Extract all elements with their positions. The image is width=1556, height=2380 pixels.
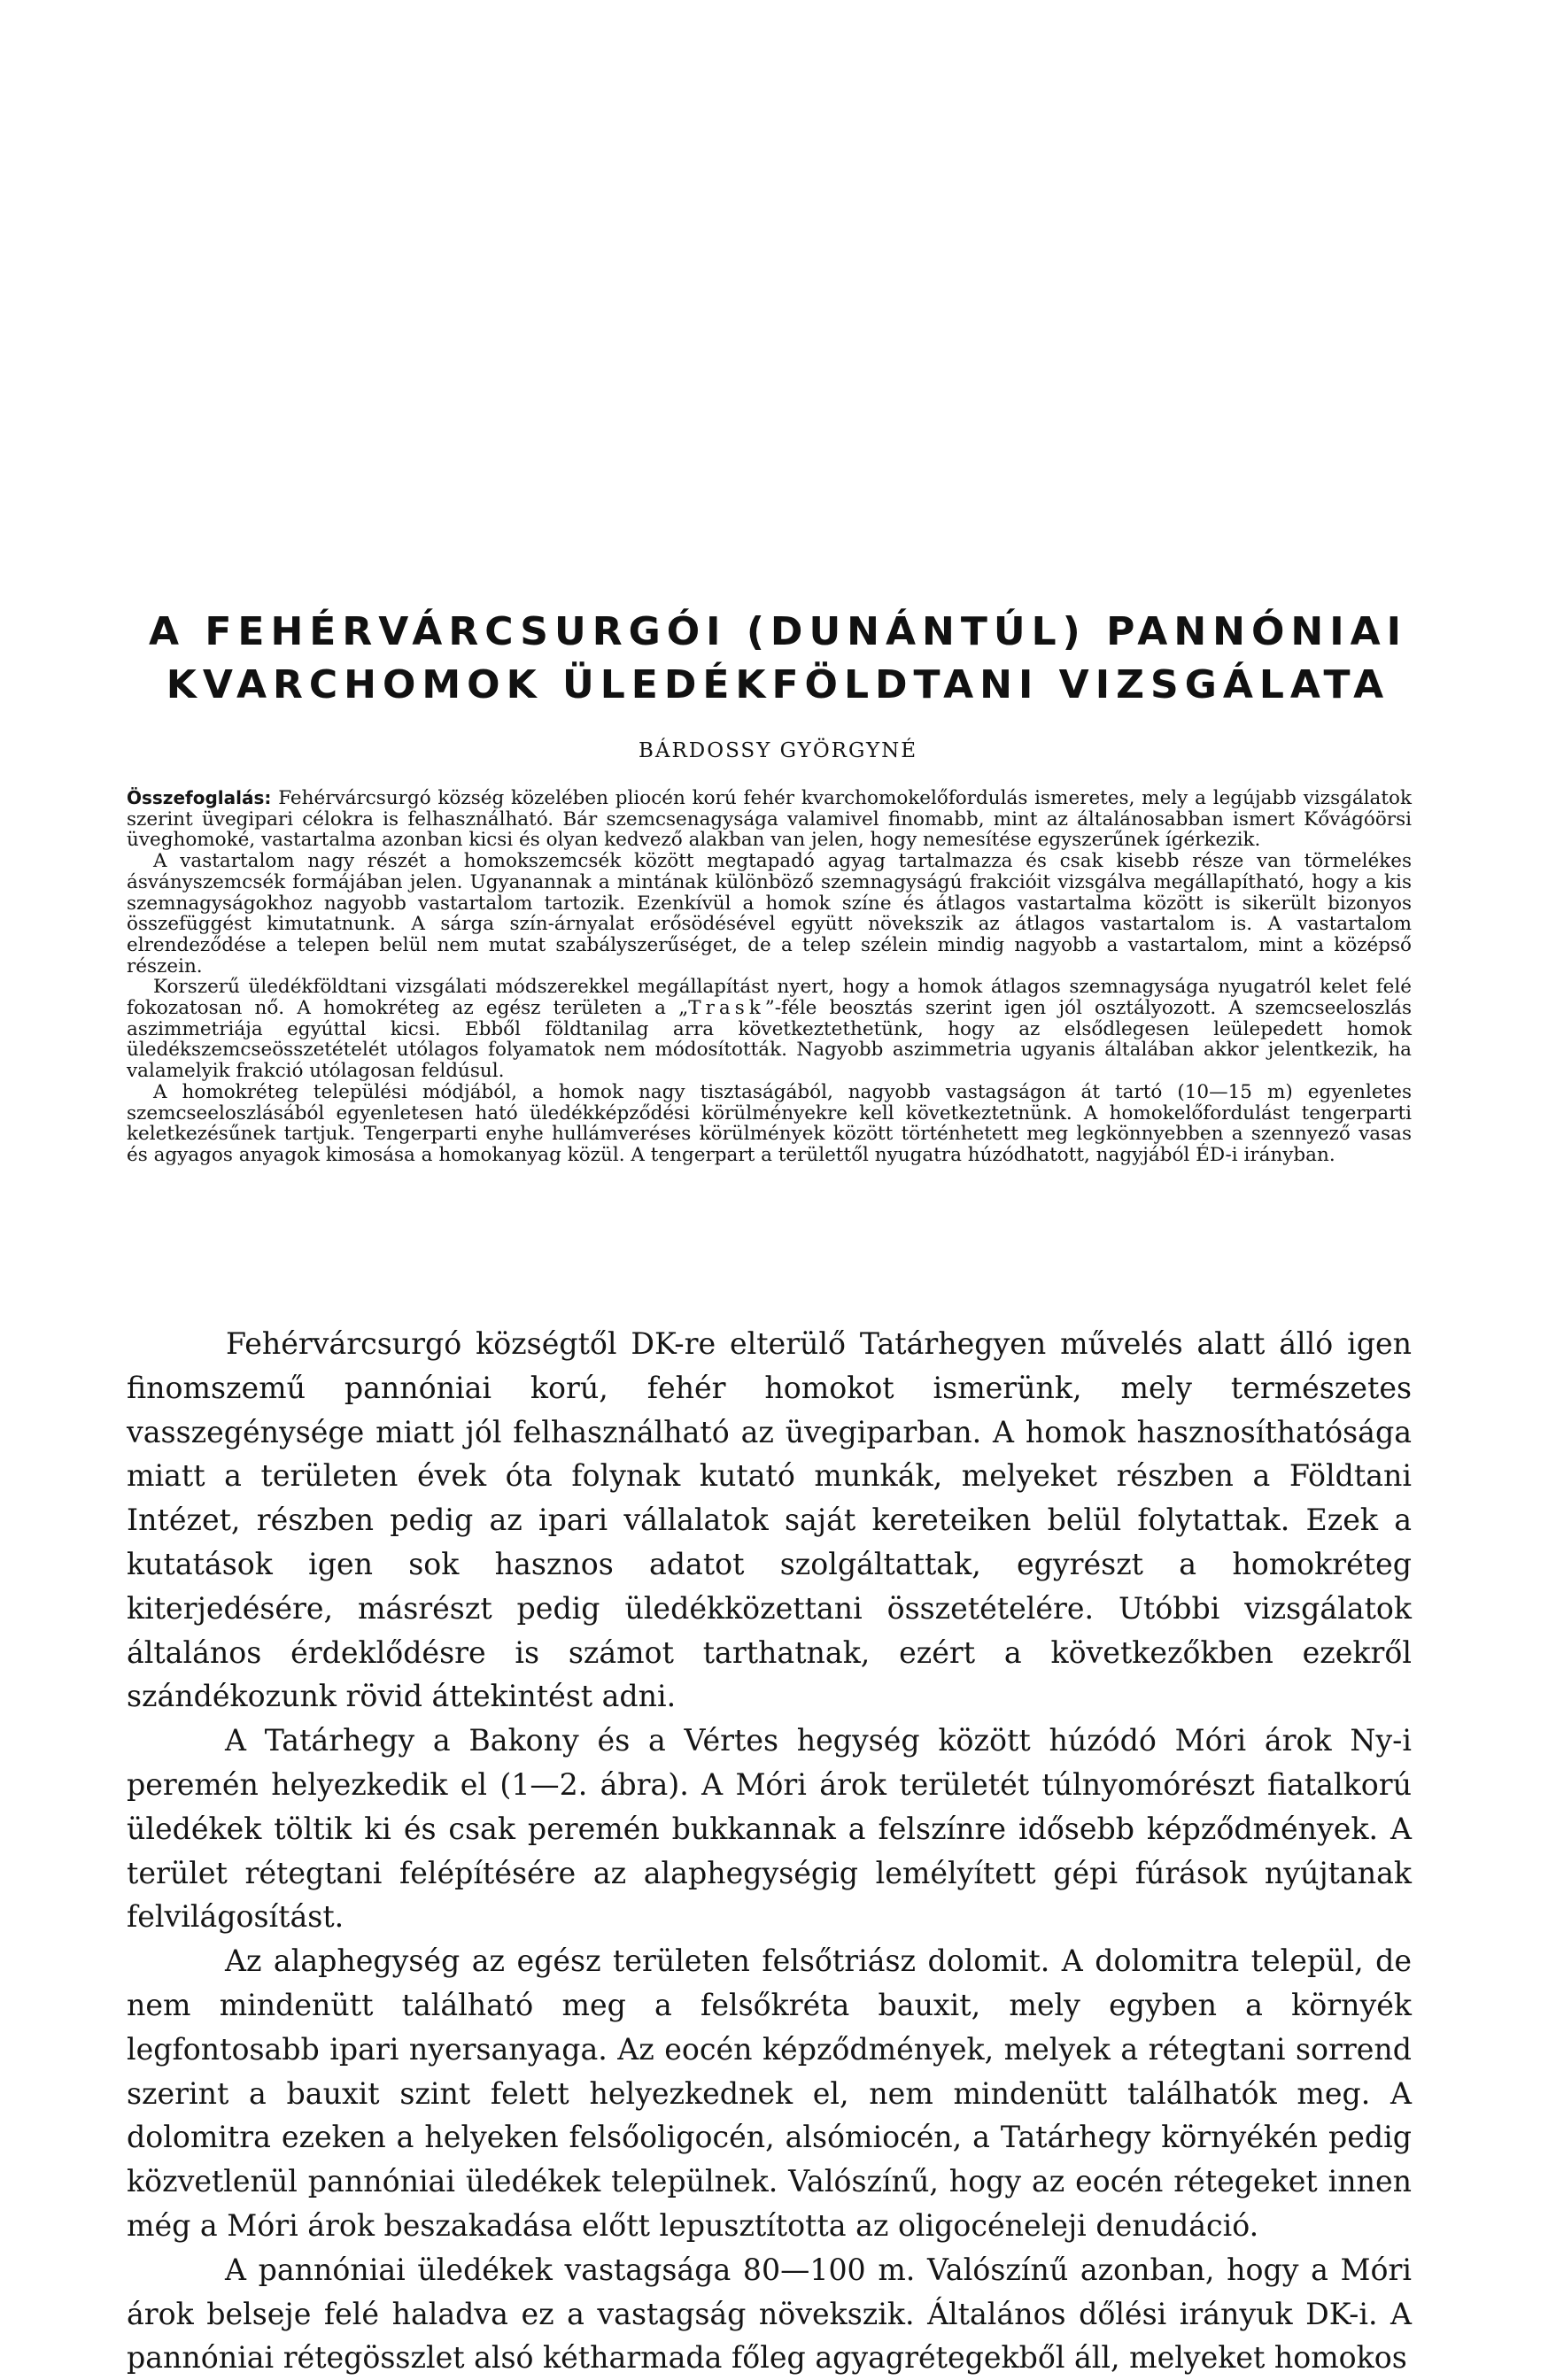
abstract xyxy=(127,788,1412,1166)
abstract-paragraph: A homokréteg települési módjából, a homok nagy tisztaságából, nagyobb vastagságon át tartó (10—15 m) egyenletes szemcseeloszlásából egyenletesen ható üledékképződési körülményekre kell következtetnünk. A homokelőfordulást tengerparti keletkezésűnek tartjuk. Tengerparti enyhe hullámveréses körülmények között történhetett meg legkönnyebben a szennyező vasas és agyagos anyagok kimosása a homokanyag közül. A tengerpart a területtől nyugatra húzódhatott, nagyjából ÉD-i irányban. xyxy=(127,1080,1412,1166)
body-paragraph: A pannóniai üledékek vastagsága 80—100 m. Valószínű azonban, hogy a Móri árok belseje felé haladva ez a vastagság növekszik. Általános dőlési irányuk DK-i. A pannóniai rétegösszlet alsó kétharmada főleg agyagrétegekből áll, melyeket homokos xyxy=(127,2252,1412,2376)
title-line-2: KVARCHOMOK ÜLEDÉKFÖLDTANI VIZSGÁLATA xyxy=(166,662,1390,707)
body-paragraph: A Tatárhegy a Bakony és a Vértes hegység között húzódó Móri árok Ny-i peremén helyezkedik el (1—2. ábra). A Móri árok területét túlnyomórészt fiatalkorú üledékek töltik ki és csak peremén bukkannak a felszínre idősebb képződmények. A terület rétegtani felépítésére az alaphegységig lemélyített gépi fúrások nyújtanak felvilágosítást. xyxy=(127,1723,1412,1935)
abstract-text: Korszerű üledékföldtani vizsgálati módszerekkel megállapítást nyert, hogy a homok átlagos szemnagysága nyugatról kelet felé fokozatosan nő. A homokréteg az egész területen a „ xyxy=(127,976,1412,1020)
abstract-text: ”-féle beosztás szerint igen jól osztályozott. A szemcseeloszlás aszimmetriája egyúttal kicsi. Ebből földtanilag arra következtethetünk, hogy az elsődlegesen leülepedett homok üledékszemcseösszetételét utólagos folyamatok nem módosították. Nagyobb aszimmetria ugyanis általában akkor jelentkezik, ha valamelyik frakció utólagosan feldúsul. xyxy=(127,997,1412,1083)
trask-term: Trask xyxy=(688,997,765,1020)
body-paragraph: Az alaphegység az egész területen felsőtriász dolomit. A dolomitra települ, de nem mindenütt található meg a felsőkréta bauxit, mely egyben a környék legfontosabb ipari nyersanyaga. Az eocén képződmények, melyek a rétegtani sorrend szerint a bauxit szint felett helyezkednek el, nem mindenütt találhatók meg. A dolomitra ezeken a helyeken felsőoligocén, alsómiocén, a Tatárhegy környékén pedig közvetlenül pannóniai üledékek települnek. Valószínű, hogy az eocén rétegeket innen még a Móri árok beszakadása előtt lepusztította az oligocéneleji denudáció. xyxy=(127,1943,1412,2243)
body-paragraph: Fehérvárcsurgó községtől DK-re elterülő Tatárhegyen művelés alatt álló igen finomszemű pannóniai korú, fehér homokot ismerünk, mely természetes vasszegénysége miatt jól felhasználható az üvegiparban. A homok hasznosíthatósága miatt a területen évek óta folynak kutató munkák, melyeket részben a Földtani Intézet, részben pedig az ipari vállalatok saját kereteiken belül folytattak. Ezek a kutatások igen sok hasznos adatot szolgáltattak, egyrészt a homokréteg kiterjedésére, másrészt pedig üledékközettani összetételére. Utóbbi vizsgálatok általános érdeklődésre is számot tarthatnak, ezért a következőkben ezekről szándékozunk rövid áttekintést adni. xyxy=(127,1326,1412,1714)
abstract-paragraph xyxy=(127,977,1412,1082)
body-text xyxy=(127,1322,1412,2380)
title-line-1: A FEHÉRVÁRCSURGÓI (DUNÁNTÚL) PANNÓNIAI xyxy=(148,609,1408,654)
abstract-paragraph: A vastartalom nagy részét a homokszemcsék között megtapadó agyag tartalmazza és csak kisebb része van törmelékes ásványszemcsék formájában jelen. Ugyanannak a mintának különböző szemnagyságú frakcióit vizsgálva megállapítható, hogy a kis szemnagyságokhoz nagyobb vastartalom tartozik. Ezenkívül a homok színe és átlagos vastartalma között is sikerült bizonyos összefüggést kimutatnunk. A sárga szín-árnyalat erősödésével együtt növekszik az átlagos vastartalom is. A vastartalom elrendeződése a telepen belül nem mutat szabályszerűséget, de a telep szélein mindig nagyobb a vastartalom, mint a középső részein. xyxy=(127,850,1412,978)
author: BÁRDOSSY GYÖRGYNÉ xyxy=(638,739,918,762)
abstract-label: Összefoglalás: xyxy=(127,787,272,808)
abstract-text: Fehérvárcsurgó község közelében pliocén korú fehér kvarchomokelőfordulás ismeretes, mely a legújabb vizsgálatok szerint üvegipari célokra is felhasználható. Bár szemcsenagysága valamivel finomabb, mint az általánosabban ismert Kővágóörsi üveghomoké, vastartalma azonban kicsi és olyan kedvező alakban van jelen, hogy nemesítése egyszerűnek ígérkezik. xyxy=(127,787,1412,852)
abstract-paragraph xyxy=(127,788,1412,851)
